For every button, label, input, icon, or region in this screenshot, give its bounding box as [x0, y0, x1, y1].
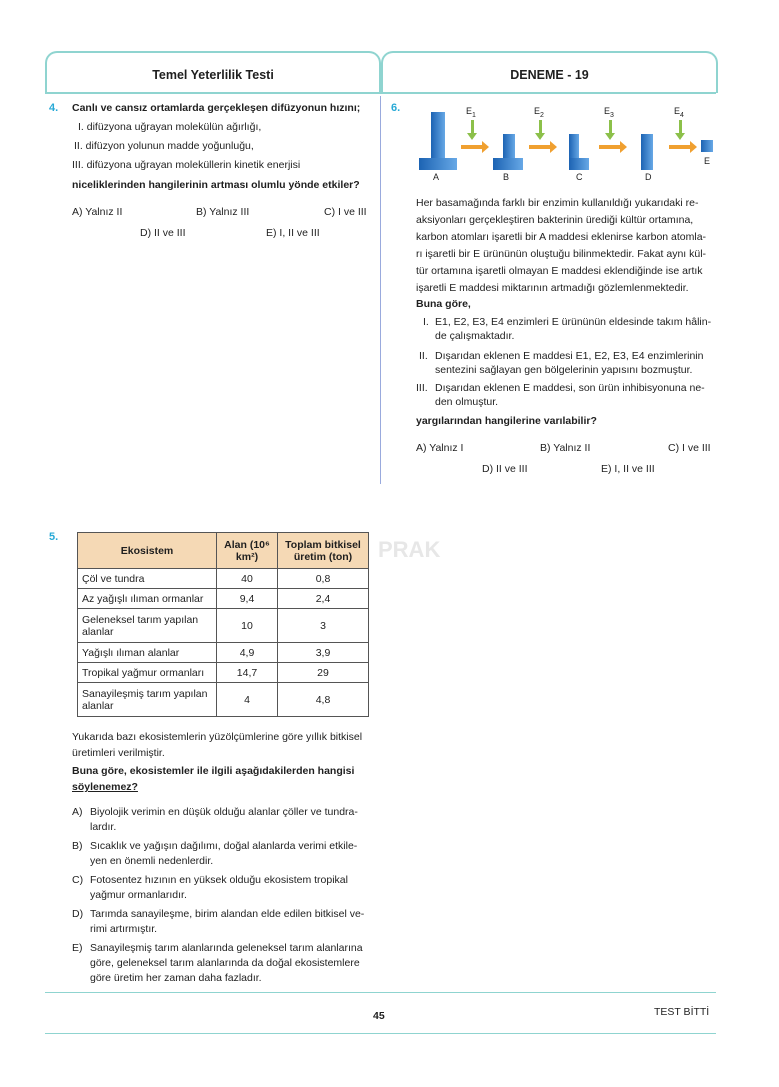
q6-item-1-line-2: de çalışmaktadır. [435, 330, 515, 342]
q4-question: niceliklerinden hangilerinin artması olumlu yönde etkiler? [72, 179, 360, 191]
reaction-arrow-3 [599, 145, 621, 149]
enzyme-label-1: $E_1$ [466, 106, 476, 119]
q4-item-2: II. difüzyon yolunun madde yoğunluğu, [74, 140, 254, 152]
q4-option-d[interactable]: D) II ve III [140, 227, 186, 239]
table-cell: 10 [217, 609, 278, 643]
table-cell: 14,7 [217, 663, 278, 683]
molecule-label-e: E [704, 156, 711, 166]
table-cell: 3,9 [278, 643, 369, 663]
q6-item-3-line-1: Dışarıdan eklenen E maddesi, son ürün inhibisyonuna ne- [435, 382, 705, 394]
table-row [78, 683, 369, 717]
enzyme-label-3: $E_3$ [604, 106, 614, 119]
header-rule [45, 92, 716, 94]
q6-option-c[interactable]: C) I ve III [668, 442, 711, 454]
table-row [78, 569, 369, 589]
molecule-e-shape [701, 140, 713, 152]
q6-item-2-line-1: Dışarıdan eklenen E maddesi E1, E2, E3, E4 enzimlerinin [435, 350, 704, 362]
table-header-production: Toplam bitkisel üretim (ton) [278, 533, 369, 569]
q5-intro-1: Yukarıda bazı ekosistemlerin yüzölçümlerine göre yıllık bitkisel [72, 731, 363, 743]
q6-paragraph-6: işaretli E maddesi miktarının artmadığı gözlemlenmektedir. [416, 282, 689, 294]
q5-question-1: Buna göre, ekosistemler ile ilgili aşağıdakilerden hangisi [72, 765, 355, 777]
q6-paragraph-3: karbon atomları işaretli bir A maddesi eklenirse karbon atomla- [416, 231, 707, 243]
q6-paragraph-2: aksiyonları gerçekleştiren bakterinin ürediği kültür ortamına, [416, 214, 694, 226]
table-cell: Geleneksel tarım yapılan alanlar [78, 609, 217, 643]
q6-paragraph-4: rı işaretli bir E ürününün oluştuğu bilinmektedir. Fakat aynı kül- [416, 248, 707, 260]
molecule-label-b: B [503, 172, 510, 182]
header-left-box [45, 51, 381, 93]
molecule-a-base [419, 158, 457, 170]
q5-table-wrap [77, 532, 369, 717]
q6-item-2-line-2: sentezini sağlayan gen bölgelerinin yapısını bozmuştur. [435, 364, 693, 376]
q6-option-e[interactable]: E) I, II ve III [601, 463, 655, 475]
header-right-title: DENEME - 19 [510, 68, 589, 82]
table-cell: Az yağışlı ılıman ormanlar [78, 589, 217, 609]
table-cell: 3 [278, 609, 369, 643]
q6-question: yargılarından hangilerine varılabilir? [416, 415, 597, 427]
ecosystem-table [77, 532, 369, 717]
table-cell: 4,9 [217, 643, 278, 663]
table-header-ecosystem: Ekosistem [78, 533, 217, 569]
table-cell: 4,8 [278, 683, 369, 717]
column-divider [380, 96, 381, 484]
q6-item-3-num: III. [416, 382, 428, 394]
reaction-arrow-4 [669, 145, 691, 149]
watermark: PRAK [378, 537, 441, 562]
reaction-arrow-1 [461, 145, 483, 149]
table-header-area: Alan (10⁶ km²) [217, 533, 278, 569]
molecule-d-shape [641, 134, 653, 170]
molecule-label-a: A [433, 172, 440, 182]
table-cell: 40 [217, 569, 278, 589]
page-number: 45 [373, 1010, 385, 1022]
q5-option-a[interactable]: A) Biyolojik verimin en düşük olduğu alanlar çöller ve tundra- lardır. [72, 806, 358, 833]
footer-rule-bottom [45, 1033, 716, 1034]
table-cell: 4 [217, 683, 278, 717]
enzyme-label-2: $E_2$ [534, 106, 544, 119]
enzyme-arrow-3 [609, 120, 612, 134]
molecule-label-c: C [576, 172, 583, 182]
q5-question-2: söylenemez? [72, 781, 138, 793]
q5-intro-2: üretimleri verilmiştir. [72, 747, 165, 759]
q6-option-d[interactable]: D) II ve III [482, 463, 528, 475]
table-row [78, 643, 369, 663]
q6-item-2-num: II. [419, 350, 428, 362]
q6-item-3-line-2: den olmuştur. [435, 396, 499, 408]
table-cell: Çöl ve tundra [78, 569, 217, 589]
q5-option-b[interactable]: B) Sıcaklık ve yağışın dağılımı, doğal alanlarda verimi etkile- yen en önemli nedenlerdir. [72, 840, 358, 867]
molecule-b-base [493, 158, 523, 170]
enzyme-label-4: $E_4$ [674, 106, 684, 119]
reaction-arrow-2 [529, 145, 551, 149]
table-cell: 0,8 [278, 569, 369, 589]
q4-option-b[interactable]: B) Yalnız III [196, 206, 250, 218]
q5-option-d[interactable]: D) Tarımda sanayileşme, birim alandan elde edilen bitkisel ve- rimi artırmıştır. [72, 908, 365, 935]
q6-paragraph-5: tür ortamına işaretli olmayan E maddesi eklendiğinde ise artık [416, 265, 703, 277]
q5-number: 5. [49, 531, 59, 543]
q4-number: 4. [49, 102, 59, 114]
table-cell: Sanayileşmiş tarım yapılan alanlar [78, 683, 217, 717]
table-row [78, 589, 369, 609]
q6-lead: Buna göre, [416, 298, 471, 310]
q6-option-b[interactable]: B) Yalnız II [540, 442, 591, 454]
q5-option-c[interactable]: C) Fotosentez hızının en yüksek olduğu ekosistem tropikal yağmur ormanlarıdır. [72, 874, 348, 901]
enzyme-arrow-2 [539, 120, 542, 134]
q6-option-a[interactable]: A) Yalnız I [416, 442, 464, 454]
table-cell: Yağışlı ılıman alanlar [78, 643, 217, 663]
table-cell: 2,4 [278, 589, 369, 609]
footer-rule-top [45, 992, 716, 993]
table-row [78, 663, 369, 683]
q6-item-1-num: I. [423, 316, 429, 328]
q4-item-3: III. difüzyona uğrayan moleküllerin kinetik enerjisi [72, 159, 301, 171]
q6-pathway-diagram [415, 100, 715, 182]
table-cell: 9,4 [217, 589, 278, 609]
q4-stem: Canlı ve cansız ortamlarda gerçekleşen difüzyonun hızını; [72, 102, 361, 114]
q4-option-e[interactable]: E) I, II ve III [266, 227, 320, 239]
header-left-title: Temel Yeterlilik Testi [152, 68, 274, 82]
q4-option-a[interactable]: A) Yalnız II [72, 206, 123, 218]
table-row [78, 609, 369, 643]
test-end-label: TEST BİTTİ [654, 1006, 710, 1018]
molecule-label-d: D [645, 172, 652, 182]
molecule-c-base [569, 158, 589, 170]
q6-paragraph-1: Her basamağında farklı bir enzimin kullanıldığı yukarıdaki re- [416, 197, 699, 209]
q6-number: 6. [391, 102, 401, 114]
q4-option-c[interactable]: C) I ve III [324, 206, 367, 218]
table-cell: Tropikal yağmur ormanları [78, 663, 217, 683]
table-cell: 29 [278, 663, 369, 683]
q6-item-1-line-1: E1, E2, E3, E4 enzimleri E ürününün eldesinde takım hâlin- [435, 316, 712, 328]
q4-item-1: I. difüzyona uğrayan molekülün ağırlığı, [78, 121, 262, 133]
enzyme-arrow-4 [679, 120, 682, 134]
enzyme-arrow-1 [471, 120, 474, 134]
header-right-box [381, 51, 718, 93]
q5-option-e[interactable]: E) Sanayileşmiş tarım alanlarında geleneksel tarım alanlarına göre, geleneksel tarım alanlarında da doğal ekosistemlere göre üretim her zaman daha fazladır. [72, 942, 363, 984]
